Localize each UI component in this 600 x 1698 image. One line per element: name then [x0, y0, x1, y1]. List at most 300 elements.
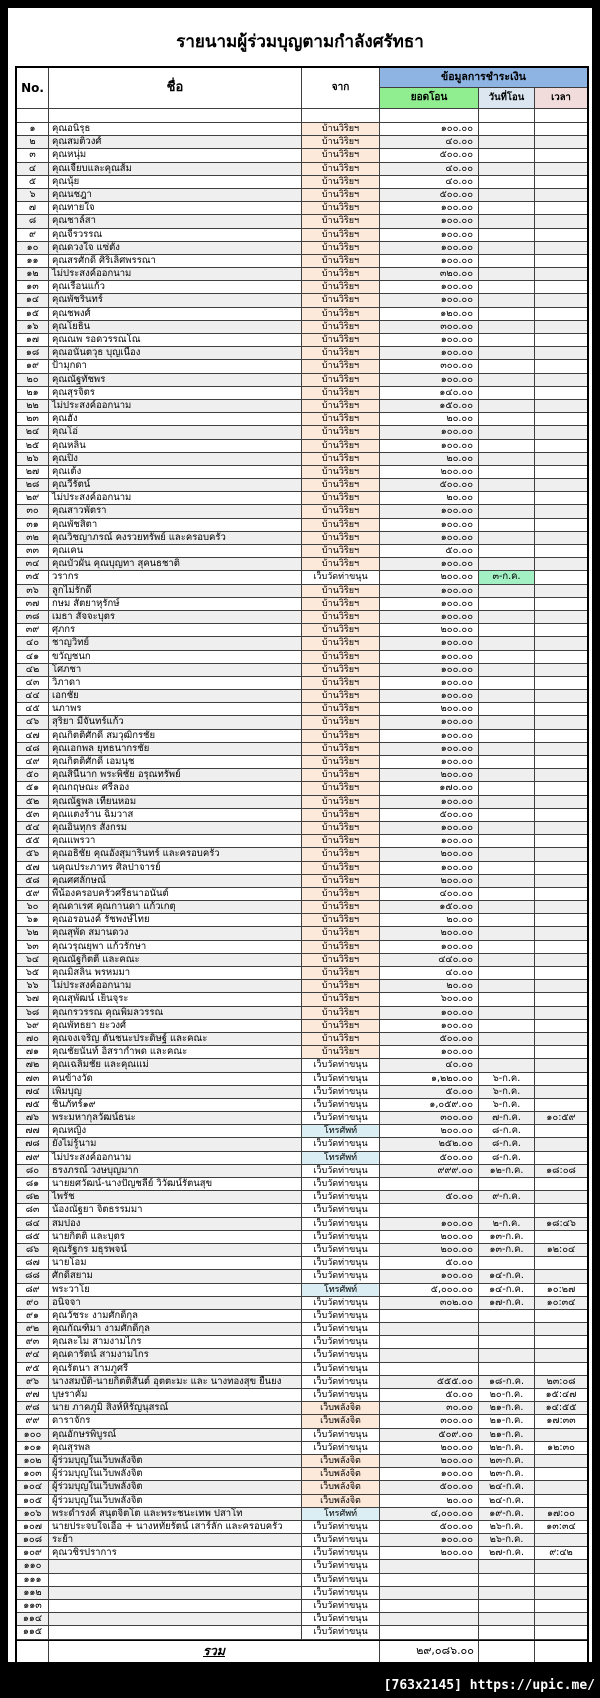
donor-source: เว็บวัดท่าขนุน — [302, 1165, 380, 1178]
row-number: ๑๐๑ — [17, 1442, 49, 1455]
row-number: ๔๕ — [17, 703, 49, 716]
table-row — [17, 281, 587, 294]
transfer-time — [535, 1455, 587, 1468]
transfer-amount: ๖๐๐.๐๐ — [380, 993, 479, 1006]
transfer-time — [535, 1626, 587, 1639]
transfer-amount: ๒๐.๐๐ — [380, 492, 479, 505]
transfer-time — [535, 1613, 587, 1626]
transfer-amount: ๑๐๐.๐๐ — [380, 229, 479, 242]
table-row — [17, 835, 587, 848]
transfer-amount: ๔๐.๐๐ — [380, 1059, 479, 1072]
column-header-time: เวลา — [535, 88, 587, 109]
table-row — [17, 360, 587, 373]
row-number: ๘๕ — [17, 1231, 49, 1244]
donor-name: คุณสุรจิตร — [49, 387, 302, 400]
table-row — [17, 202, 587, 215]
transfer-time — [535, 1033, 587, 1046]
transfer-amount: ๒๕๒.๐๐ — [380, 1138, 479, 1151]
table-row — [17, 954, 587, 967]
transfer-time — [535, 189, 587, 202]
transfer-time — [535, 703, 587, 716]
donor-name: นคุณประภาทร ศิลปาจารย์ — [49, 862, 302, 875]
transfer-date — [479, 1363, 535, 1376]
row-number: ๗๗ — [17, 1125, 49, 1138]
transfer-amount: ๒๐๐.๐๐ — [380, 1125, 479, 1138]
row-number: ๕๔ — [17, 822, 49, 835]
donor-source: บ้านวิริยฯ — [302, 268, 380, 281]
transfer-date — [479, 189, 535, 202]
donor-source: เว็บวัดท่าขนุน — [302, 1613, 380, 1626]
transfer-date — [479, 123, 535, 136]
donor-source: บ้านวิริยฯ — [302, 413, 380, 426]
transfer-time — [535, 1310, 587, 1323]
donor-name: โศภชา — [49, 664, 302, 677]
row-number: ๓๙ — [17, 624, 49, 637]
column-header-amount: ยอดโอน — [380, 88, 479, 109]
transfer-amount: ๑๐๐.๐๐ — [380, 743, 479, 756]
donor-name: สมปอง — [49, 1218, 302, 1231]
row-number: ๑๘ — [17, 347, 49, 360]
donor-source: บ้านวิริยฯ — [302, 848, 380, 861]
transfer-amount: ๑๐๐.๐๐ — [380, 374, 479, 387]
transfer-time — [535, 796, 587, 809]
table-row — [17, 914, 587, 927]
transfer-amount: ๕๐๐.๐๐ — [380, 149, 479, 162]
transfer-amount: ๓๐๐.๐๐ — [380, 1112, 479, 1125]
row-number: ๗๙ — [17, 1152, 49, 1165]
table-row — [17, 1560, 587, 1573]
row-number: ๒๖ — [17, 453, 49, 466]
table-row — [17, 624, 587, 637]
transfer-amount — [380, 1310, 479, 1323]
transfer-time — [535, 413, 587, 426]
transfer-amount: ๕๐๐.๐๐ — [380, 1033, 479, 1046]
donor-name: คุณเรือนแก้ว — [49, 281, 302, 294]
transfer-time — [535, 1178, 587, 1191]
row-number: ๑๑๑ — [17, 1574, 49, 1587]
transfer-time — [535, 927, 587, 940]
table-row — [17, 374, 587, 387]
row-number: ๑๑ — [17, 255, 49, 268]
transfer-amount: ๑๐๐.๐๐ — [380, 941, 479, 954]
donor-name: ขวัญชนก — [49, 651, 302, 664]
transfer-amount: ๑๐๐.๐๐ — [380, 690, 479, 703]
table-row — [17, 1521, 587, 1534]
row-number: ๑๐๒ — [17, 1455, 49, 1468]
row-number: ๗๒ — [17, 1059, 49, 1072]
donor-source: เว็บวัดท่าขนุน — [302, 1600, 380, 1613]
row-number: ๓๘ — [17, 611, 49, 624]
donor-source: เว็บวัดท่าขนุน — [302, 1099, 380, 1112]
donor-name: คุณกัณฑิมา งามศักดิ์กุล — [49, 1323, 302, 1336]
transfer-time — [535, 954, 587, 967]
transfer-time: ๑๒:๐๔ — [535, 1244, 587, 1257]
row-number: ๕๙ — [17, 888, 49, 901]
transfer-time — [535, 571, 587, 584]
row-number: ๑๐๓ — [17, 1468, 49, 1481]
transfer-amount: ๑๗๐.๐๐ — [380, 782, 479, 795]
transfer-date: ๑๓-ก.ค. — [479, 1231, 535, 1244]
donor-source: บ้านวิริยฯ — [302, 651, 380, 664]
donor-source: บ้านวิริยฯ — [302, 545, 380, 558]
transfer-date: ๒๒-ก.ค. — [479, 1442, 535, 1455]
transfer-amount: ๑๐๐.๐๐ — [380, 1270, 479, 1283]
transfer-date: ๑๙-ก.ค. — [479, 1508, 535, 1521]
donor-name: คุณวิชญาภรณ์ คงรวยทรัพย์ และครอบครัว — [49, 532, 302, 545]
transfer-amount: ๑๒๐.๐๐ — [380, 308, 479, 321]
transfer-amount: ๔๐.๐๐ — [380, 163, 479, 176]
transfer-time — [535, 848, 587, 861]
donor-name: นางสมบัติ-นายกิตติสันต์ อุตตะมะ และ นางทองสุข ยืนยง — [49, 1376, 302, 1389]
transfer-date — [479, 716, 535, 729]
donor-name: ผู้ร่วมบุญในเว็บพลังจิต — [49, 1468, 302, 1481]
transfer-amount: ๑๐๐.๐๐ — [380, 796, 479, 809]
row-number: ๓๔ — [17, 558, 49, 571]
transfer-time — [535, 1481, 587, 1494]
transfer-time — [535, 1231, 587, 1244]
row-number: ๕๖ — [17, 848, 49, 861]
transfer-date — [479, 809, 535, 822]
transfer-amount: ๑๐๐.๐๐ — [380, 294, 479, 307]
donor-source: บ้านวิริยฯ — [302, 611, 380, 624]
transfer-date — [479, 492, 535, 505]
table-row — [17, 993, 587, 1006]
table-row — [17, 1191, 587, 1204]
transfer-time — [535, 1020, 587, 1033]
row-number: ๒ — [17, 136, 49, 149]
row-number: ๑๐๕ — [17, 1495, 49, 1508]
transfer-date — [479, 321, 535, 334]
donor-name: คุณกิตติศักดิ์ สมวุฒิกรชัย — [49, 730, 302, 743]
row-number: ๑๐ — [17, 242, 49, 255]
transfer-amount: ๒๐๐.๐๐ — [380, 927, 479, 940]
transfer-amount: ๓๐.๐๐ — [380, 1402, 479, 1415]
transfer-amount: ๑๐๐.๐๐ — [380, 1468, 479, 1481]
transfer-amount: ๑๐๐.๐๐ — [380, 242, 479, 255]
row-number: ๓๖ — [17, 585, 49, 598]
donor-name: คุณณัฐทัชพร — [49, 374, 302, 387]
transfer-amount: ๔๐.๐๐ — [380, 967, 479, 980]
row-number: ๑๐๖ — [17, 1508, 49, 1521]
transfer-time — [535, 888, 587, 901]
transfer-date — [479, 1349, 535, 1362]
transfer-amount: ๑๐๐.๐๐ — [380, 677, 479, 690]
transfer-time — [535, 598, 587, 611]
table-row — [17, 1125, 587, 1138]
row-number: ๗๖ — [17, 1112, 49, 1125]
transfer-date: ๒๓-ก.ค. — [479, 1455, 535, 1468]
transfer-time — [535, 1600, 587, 1613]
column-header-date: วันที่โอน — [479, 88, 535, 109]
donor-name: ชาญวิทย์ — [49, 637, 302, 650]
table-row — [17, 967, 587, 980]
donor-source: บ้านวิริยฯ — [302, 1020, 380, 1033]
donor-name: คุณฮั้ง — [49, 413, 302, 426]
transfer-amount: ๑๐๐.๐๐ — [380, 585, 479, 598]
donor-name: พระดำรงค์ สนุตจิตโต และพระชนะเทพ ปสาโท — [49, 1508, 302, 1521]
donor-source: เว็บวัดท่าขนุน — [302, 1138, 380, 1151]
transfer-date: ๒๖-ก.ค. — [479, 1521, 535, 1534]
row-number: ๑๕ — [17, 308, 49, 321]
transfer-amount: ๑๐๐.๐๐ — [380, 1534, 479, 1547]
transfer-time — [535, 782, 587, 795]
transfer-amount: ๑๐๐.๐๐ — [380, 505, 479, 518]
donor-source: บ้านวิริยฯ — [302, 901, 380, 914]
transfer-time — [535, 875, 587, 888]
transfer-time — [535, 229, 587, 242]
transfer-amount: ๕๐๐.๐๐ — [380, 479, 479, 492]
transfer-time — [535, 1152, 587, 1165]
donor-source: เว็บพลังจิต — [302, 1481, 380, 1494]
transfer-date — [479, 545, 535, 558]
transfer-time: ๑๓:๓๔ — [535, 1521, 587, 1534]
transfer-amount: ๑๐๐.๐๐ — [380, 440, 479, 453]
transfer-time — [535, 585, 587, 598]
total-row — [17, 1640, 587, 1662]
donor-source: เว็บวัดท่าขนุน — [302, 1574, 380, 1587]
table-row — [17, 1468, 587, 1481]
row-number: ๑๑๕ — [17, 1626, 49, 1639]
table-row — [17, 862, 587, 875]
transfer-date: ๑๒-ก.ค. — [479, 1165, 535, 1178]
donor-name: บุษราคัม — [49, 1389, 302, 1402]
table-row — [17, 1270, 587, 1283]
donor-name: ผู้ร่วมบุญในเว็บพลังจิต — [49, 1495, 302, 1508]
table-row — [17, 334, 587, 347]
donor-name: กษม สัตยาหุรักษ์ — [49, 598, 302, 611]
table-row — [17, 1415, 587, 1428]
table-row — [17, 927, 587, 940]
transfer-amount — [380, 1363, 479, 1376]
transfer-date — [479, 769, 535, 782]
transfer-date: ๒๓-ก.ค. — [479, 1468, 535, 1481]
row-number: ๘๔ — [17, 1218, 49, 1231]
row-number: ๑๙ — [17, 360, 49, 373]
transfer-date — [479, 624, 535, 637]
transfer-amount: ๑๐๐.๐๐ — [380, 532, 479, 545]
transfer-amount: ๕๐๐.๐๐ — [380, 1481, 479, 1494]
donor-name: ไม่ประสงค์ออกนาม — [49, 1152, 302, 1165]
row-number: ๗๐ — [17, 1033, 49, 1046]
donor-source: บ้านวิริยฯ — [302, 400, 380, 413]
transfer-time — [535, 1574, 587, 1587]
transfer-date: ๒๔-ก.ค. — [479, 1495, 535, 1508]
donor-name: ไม่ประสงค์ออกนาม — [49, 268, 302, 281]
donor-name: คุณนชฎา — [49, 189, 302, 202]
table-row — [17, 215, 587, 228]
table-row — [17, 756, 587, 769]
transfer-amount: ๑๐๐.๐๐ — [380, 716, 479, 729]
transfer-date — [479, 611, 535, 624]
table-row — [17, 163, 587, 176]
transfer-time — [535, 479, 587, 492]
donor-source: บ้านวิริยฯ — [302, 123, 380, 136]
transfer-amount: ๒๐๐.๐๐ — [380, 875, 479, 888]
transfer-date — [479, 413, 535, 426]
table-row — [17, 598, 587, 611]
table-row — [17, 308, 587, 321]
donor-name — [49, 1574, 302, 1587]
row-number: ๗๕ — [17, 1099, 49, 1112]
table-row — [17, 1059, 587, 1072]
transfer-amount: ๑๔๐.๐๐ — [380, 387, 479, 400]
transfer-amount: ๑๐๐.๐๐ — [380, 519, 479, 532]
transfer-time — [535, 769, 587, 782]
transfer-date: ๖-ก.ค. — [479, 1099, 535, 1112]
donor-source: เว็บวัดท่าขนุน — [302, 1560, 380, 1573]
donor-name: คุณเคน — [49, 545, 302, 558]
transfer-date — [479, 453, 535, 466]
row-number: ๘ — [17, 215, 49, 228]
transfer-amount — [380, 1178, 479, 1191]
donor-name: ไม่ประสงค์ออกนาม — [49, 980, 302, 993]
donor-source: บ้านวิริยฯ — [302, 294, 380, 307]
row-number: ๒๓ — [17, 413, 49, 426]
table-row — [17, 1007, 587, 1020]
transfer-date — [479, 281, 535, 294]
donor-name: ไม่ประสงค์ออกนาม — [49, 492, 302, 505]
transfer-time — [535, 374, 587, 387]
transfer-amount: ๑๐๐.๐๐ — [380, 822, 479, 835]
donor-source: เว็บวัดท่าขนุน — [302, 1178, 380, 1191]
transfer-amount: ๑๐๐.๐๐ — [380, 756, 479, 769]
transfer-date — [479, 519, 535, 532]
transfer-time — [535, 545, 587, 558]
transfer-time — [535, 716, 587, 729]
transfer-date — [479, 914, 535, 927]
transfer-date — [479, 215, 535, 228]
transfer-date — [479, 294, 535, 307]
donor-name: คุณชาล์สา — [49, 215, 302, 228]
transfer-amount: ๑๐๐.๐๐ — [380, 1218, 479, 1231]
transfer-amount — [380, 1323, 479, 1336]
table-row — [17, 769, 587, 782]
transfer-time — [535, 1046, 587, 1059]
table-row — [17, 1495, 587, 1508]
table-row — [17, 440, 587, 453]
transfer-time — [535, 637, 587, 650]
donor-name: คุณวรุณยุพา แก้วรักษา — [49, 941, 302, 954]
transfer-date — [479, 993, 535, 1006]
donor-name: คุณณพ รอดวรรณโณ — [49, 334, 302, 347]
donor-name: คุณชัยนันท์ อิสรากำพด และคณะ — [49, 1046, 302, 1059]
transfer-amount: ๑๐๐.๐๐ — [380, 664, 479, 677]
payment-header-group — [380, 68, 587, 109]
row-number: ๖๔ — [17, 954, 49, 967]
table-row — [17, 545, 587, 558]
transfer-amount: ๑๐๐.๐๐ — [380, 123, 479, 136]
donor-name: พระมหากุลวัฒน์ธนะ — [49, 1112, 302, 1125]
transfer-time — [535, 914, 587, 927]
row-number: ๗๔ — [17, 1086, 49, 1099]
donor-source: บ้านวิริยฯ — [302, 954, 380, 967]
transfer-date — [479, 888, 535, 901]
donor-name: คุณพัทธยา ยะวงศ์ — [49, 1020, 302, 1033]
donor-name: คุณแพรวา — [49, 835, 302, 848]
donor-source: เว็บวัดท่าขนุน — [302, 1363, 380, 1376]
transfer-time — [535, 334, 587, 347]
transfer-amount: ๓๐๐.๐๐ — [380, 1415, 479, 1428]
transfer-amount: ๑,๐๕๙.๐๐ — [380, 1099, 479, 1112]
table-row — [17, 1020, 587, 1033]
transfer-amount: ๔๐.๐๐ — [380, 176, 479, 189]
table-row — [17, 743, 587, 756]
row-number: ๙๑ — [17, 1310, 49, 1323]
column-header-payment-info: ข้อมูลการชำระเงิน — [380, 68, 587, 88]
donor-source: บ้านวิริยฯ — [302, 769, 380, 782]
transfer-time — [535, 215, 587, 228]
donor-source: บ้านวิริยฯ — [302, 202, 380, 215]
row-number: ๘๗ — [17, 1257, 49, 1270]
transfer-date — [479, 334, 535, 347]
donor-source: บ้านวิริยฯ — [302, 466, 380, 479]
transfer-date — [479, 730, 535, 743]
transfer-time: ๑๐:๒๗ — [535, 1284, 587, 1297]
donor-source: บ้านวิริยฯ — [302, 374, 380, 387]
transfer-amount: ๑๐๐.๐๐ — [380, 598, 479, 611]
transfer-date: ๓-ก.ค. — [479, 571, 535, 584]
donor-source: บ้านวิริยฯ — [302, 281, 380, 294]
transfer-date: ๒๑-ก.ค. — [479, 1415, 535, 1428]
table-row — [17, 1323, 587, 1336]
transfer-time — [535, 835, 587, 848]
row-number: ๕๗ — [17, 862, 49, 875]
transfer-time — [535, 202, 587, 215]
table-row — [17, 400, 587, 413]
transfer-time — [535, 862, 587, 875]
transfer-date — [479, 677, 535, 690]
transfer-amount: ๔,๐๐๐.๐๐ — [380, 1508, 479, 1521]
donor-source: เว็บวัดท่าขนุน — [302, 1270, 380, 1283]
transfer-date: ๒๑-ก.ค. — [479, 1429, 535, 1442]
donor-source: เว็บพลังจิต — [302, 1455, 380, 1468]
donor-name: คุณกฤษณะ ศรีลอง — [49, 782, 302, 795]
transfer-amount: ๑๐๐.๐๐ — [380, 255, 479, 268]
donor-name: คุณมิสลิน พรหมมา — [49, 967, 302, 980]
row-number: ๗๘ — [17, 1138, 49, 1151]
table-row — [17, 1297, 587, 1310]
spacer-row — [17, 109, 587, 123]
transfer-amount: ๑๐๐.๐๐ — [380, 334, 479, 347]
donor-source: เว็บวัดท่าขนุน — [302, 1231, 380, 1244]
table-row — [17, 1389, 587, 1402]
table-row — [17, 1046, 587, 1059]
row-number: ๒๔ — [17, 426, 49, 439]
donor-source: เว็บวัดท่าขนุน — [302, 1534, 380, 1547]
donor-source: โทรศัพท์ — [302, 1125, 380, 1138]
transfer-date — [479, 651, 535, 664]
donor-source: บ้านวิริยฯ — [302, 967, 380, 980]
row-number: ๖๙ — [17, 1020, 49, 1033]
transfer-time — [535, 1204, 587, 1217]
table-row — [17, 492, 587, 505]
transfer-time — [535, 360, 587, 373]
transfer-date — [479, 505, 535, 518]
donor-name: พระวาโย — [49, 1284, 302, 1297]
transfer-date — [479, 149, 535, 162]
transfer-date — [479, 268, 535, 281]
transfer-time — [535, 1468, 587, 1481]
transfer-date — [479, 941, 535, 954]
total-date-cell — [479, 1641, 535, 1662]
donor-name: คุณทายใจ — [49, 202, 302, 215]
table-row — [17, 321, 587, 334]
transfer-date — [479, 664, 535, 677]
transfer-date: ๒๖-ก.ค. — [479, 1534, 535, 1547]
table-header — [17, 68, 587, 109]
donor-source: บ้านวิริยฯ — [302, 176, 380, 189]
transfer-amount: ๑๐๐.๐๐ — [380, 862, 479, 875]
